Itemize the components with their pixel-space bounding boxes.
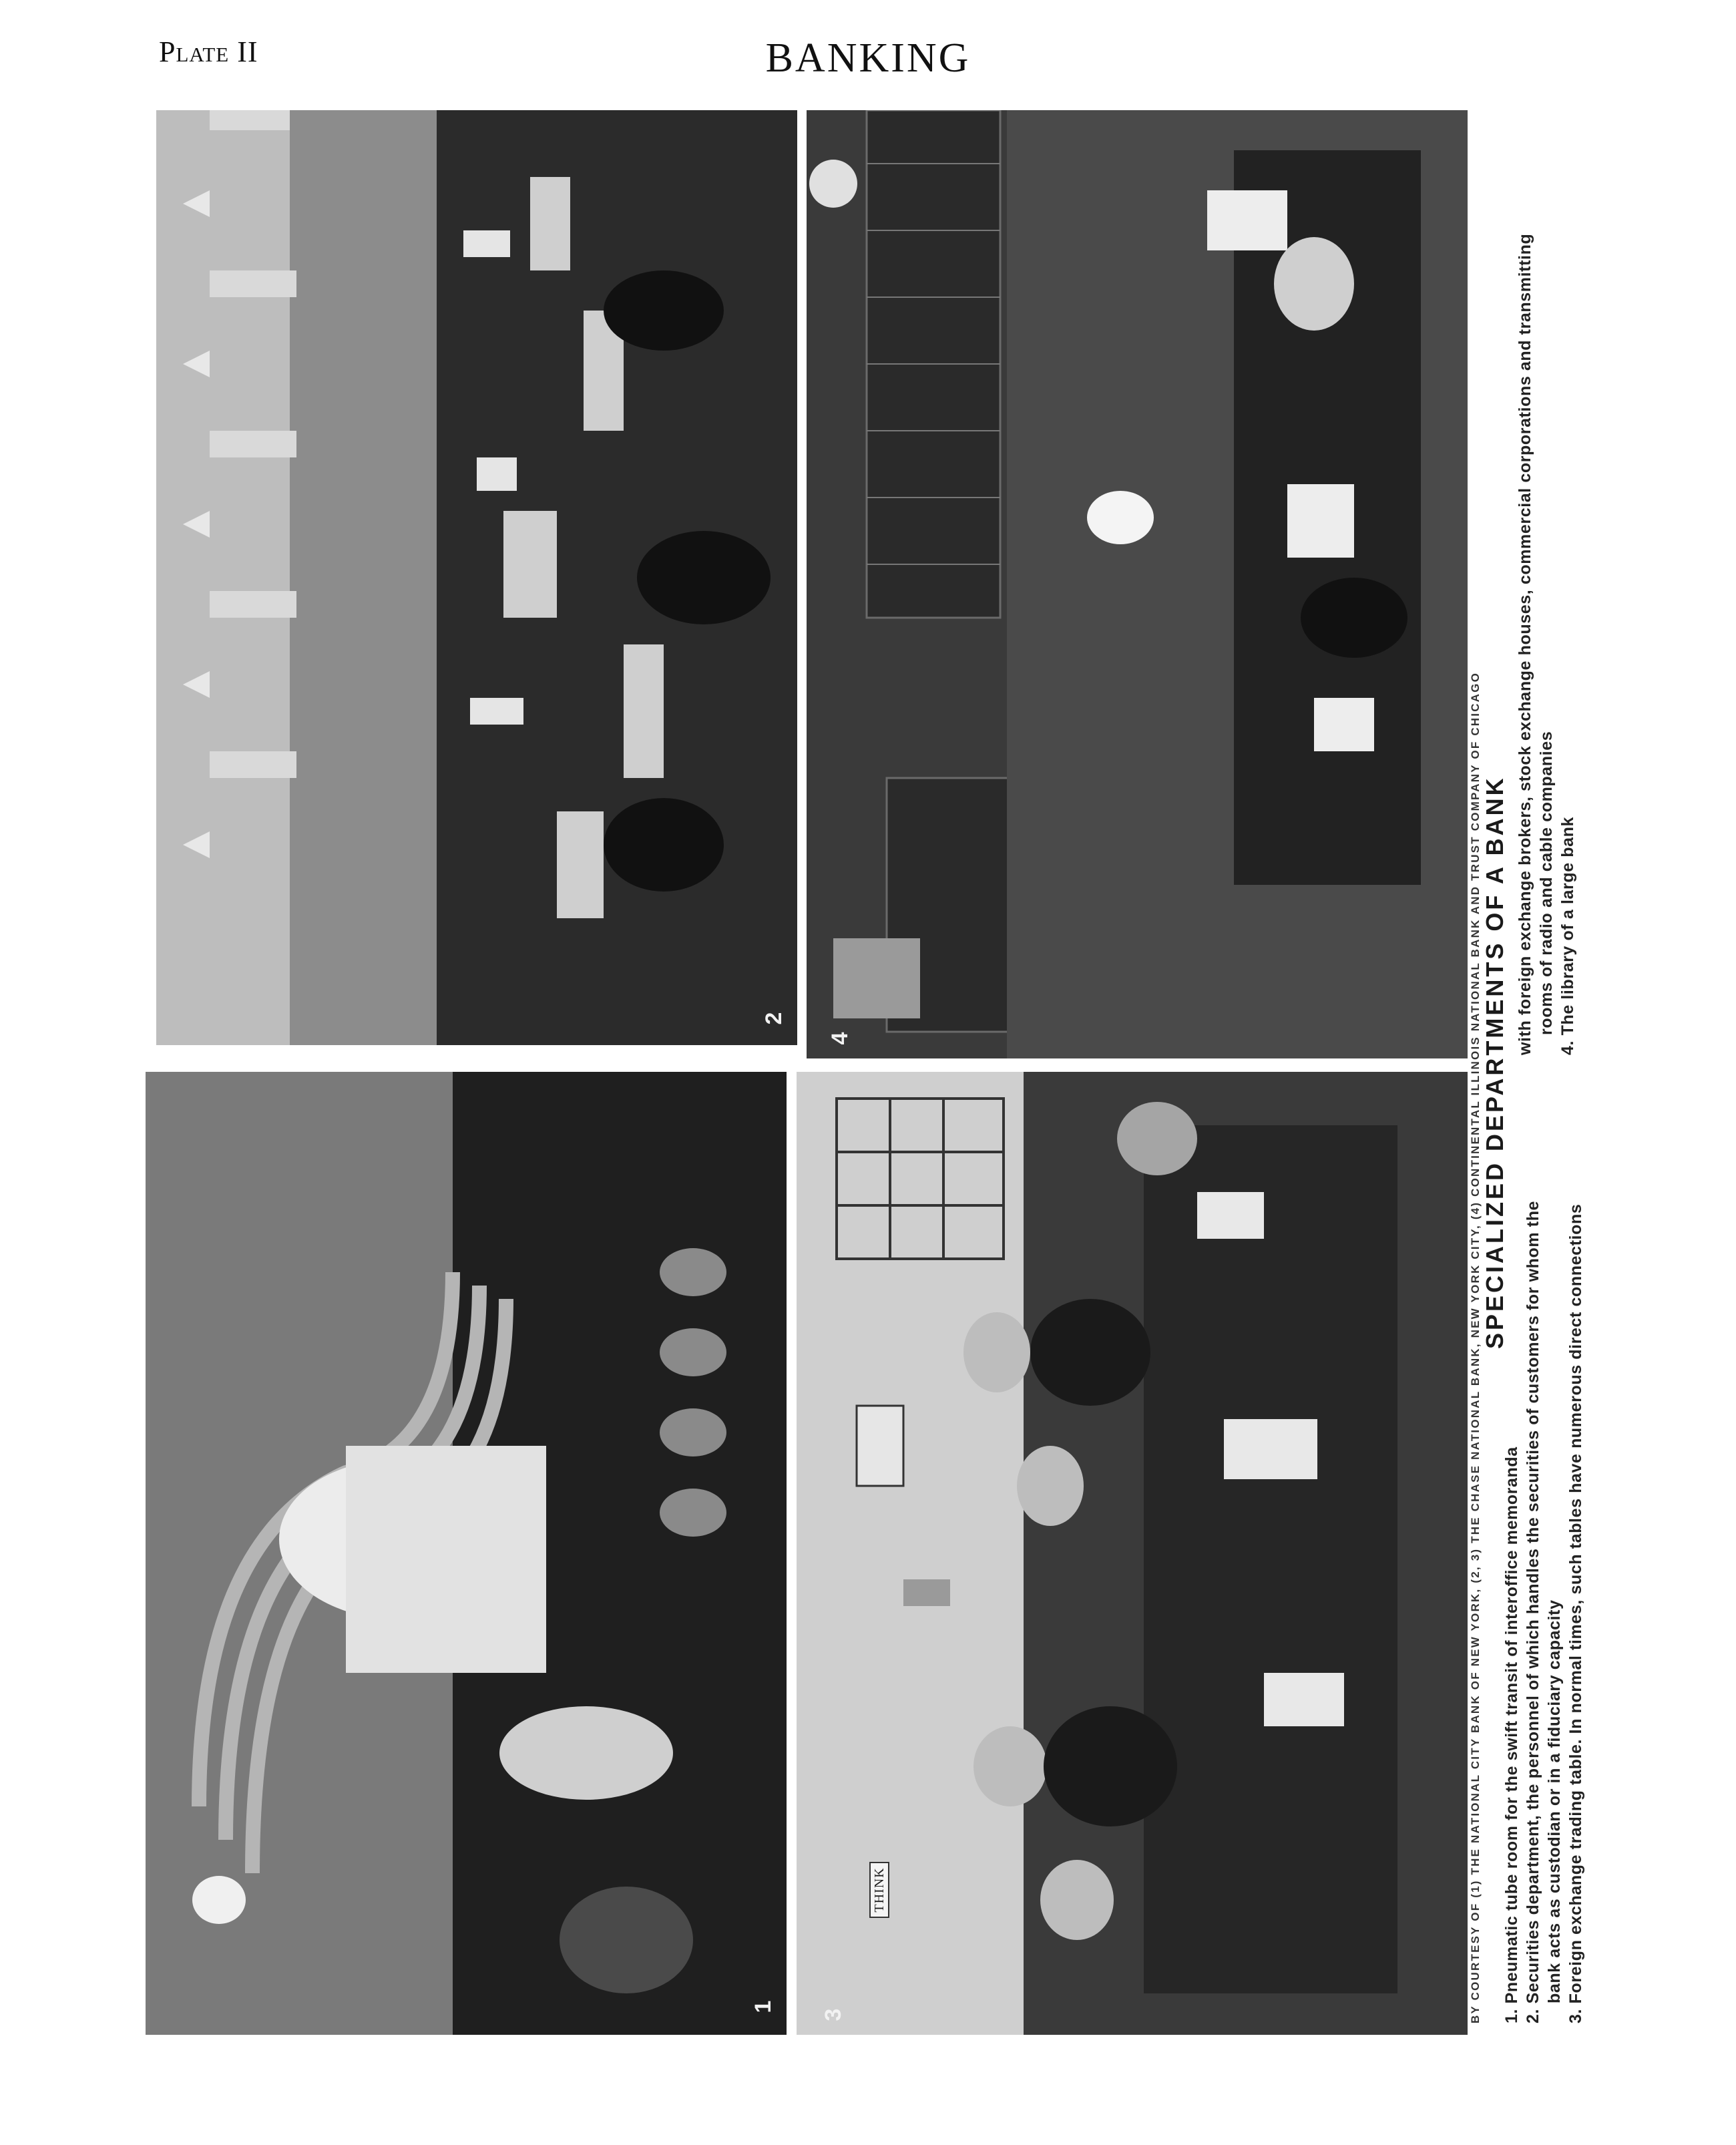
caption-3-final: rooms of radio and cable companies <box>1537 731 1556 1035</box>
photo-foreign-exchange-table <box>797 1072 1468 2035</box>
caption-3: 3. Foreign exchange trading table. In normal times, such tables have numerous direct connections <box>1566 1203 1585 2023</box>
caption-4: 4. The library of a large bank <box>1558 816 1577 1055</box>
photo-number-2: 2 <box>761 1012 787 1025</box>
photo-grid <box>146 110 1468 2035</box>
photo-number-1: 1 <box>750 2000 776 2013</box>
plate-label: Plate II <box>159 35 258 68</box>
caption-1: 1. Pneumatic tube room for the swift transit of interoffice memoranda <box>1502 1446 1521 2023</box>
caption-2: 2. Securities department, the personnel of which handles the securities of customers for whom the <box>1524 1200 1542 2023</box>
photo-securities-department <box>156 110 797 1045</box>
think-sign: THINK <box>869 1862 889 1918</box>
page-title: BANKING <box>765 35 971 81</box>
caption-3-continued: with foreign exchange brokers, stock exchange houses, commercial corporations and transmitting <box>1516 233 1534 1055</box>
photo-number-3: 3 <box>821 2008 846 2021</box>
photo-number-4: 4 <box>827 1032 853 1045</box>
caption-2-continued: bank acts as custodian or in a fiduciary capacity <box>1545 1599 1564 2003</box>
photo-pneumatic-tube-room <box>146 1072 787 2035</box>
photo-bank-library <box>807 110 1468 1058</box>
photo-credit: BY COURTESY OF (1) THE NATIONAL CITY BANK OF NEW YORK, (2, 3) THE CHASE NATIONAL BANK, NEW YORK CITY, (4) CONTINENTAL ILLINOIS NATIONAL BANK AND TRUST COMPANY OF CHICAGO <box>1469 671 1482 2023</box>
section-heading: SPECIALIZED DEPARTMENTS OF A BANK <box>1481 775 1508 1349</box>
